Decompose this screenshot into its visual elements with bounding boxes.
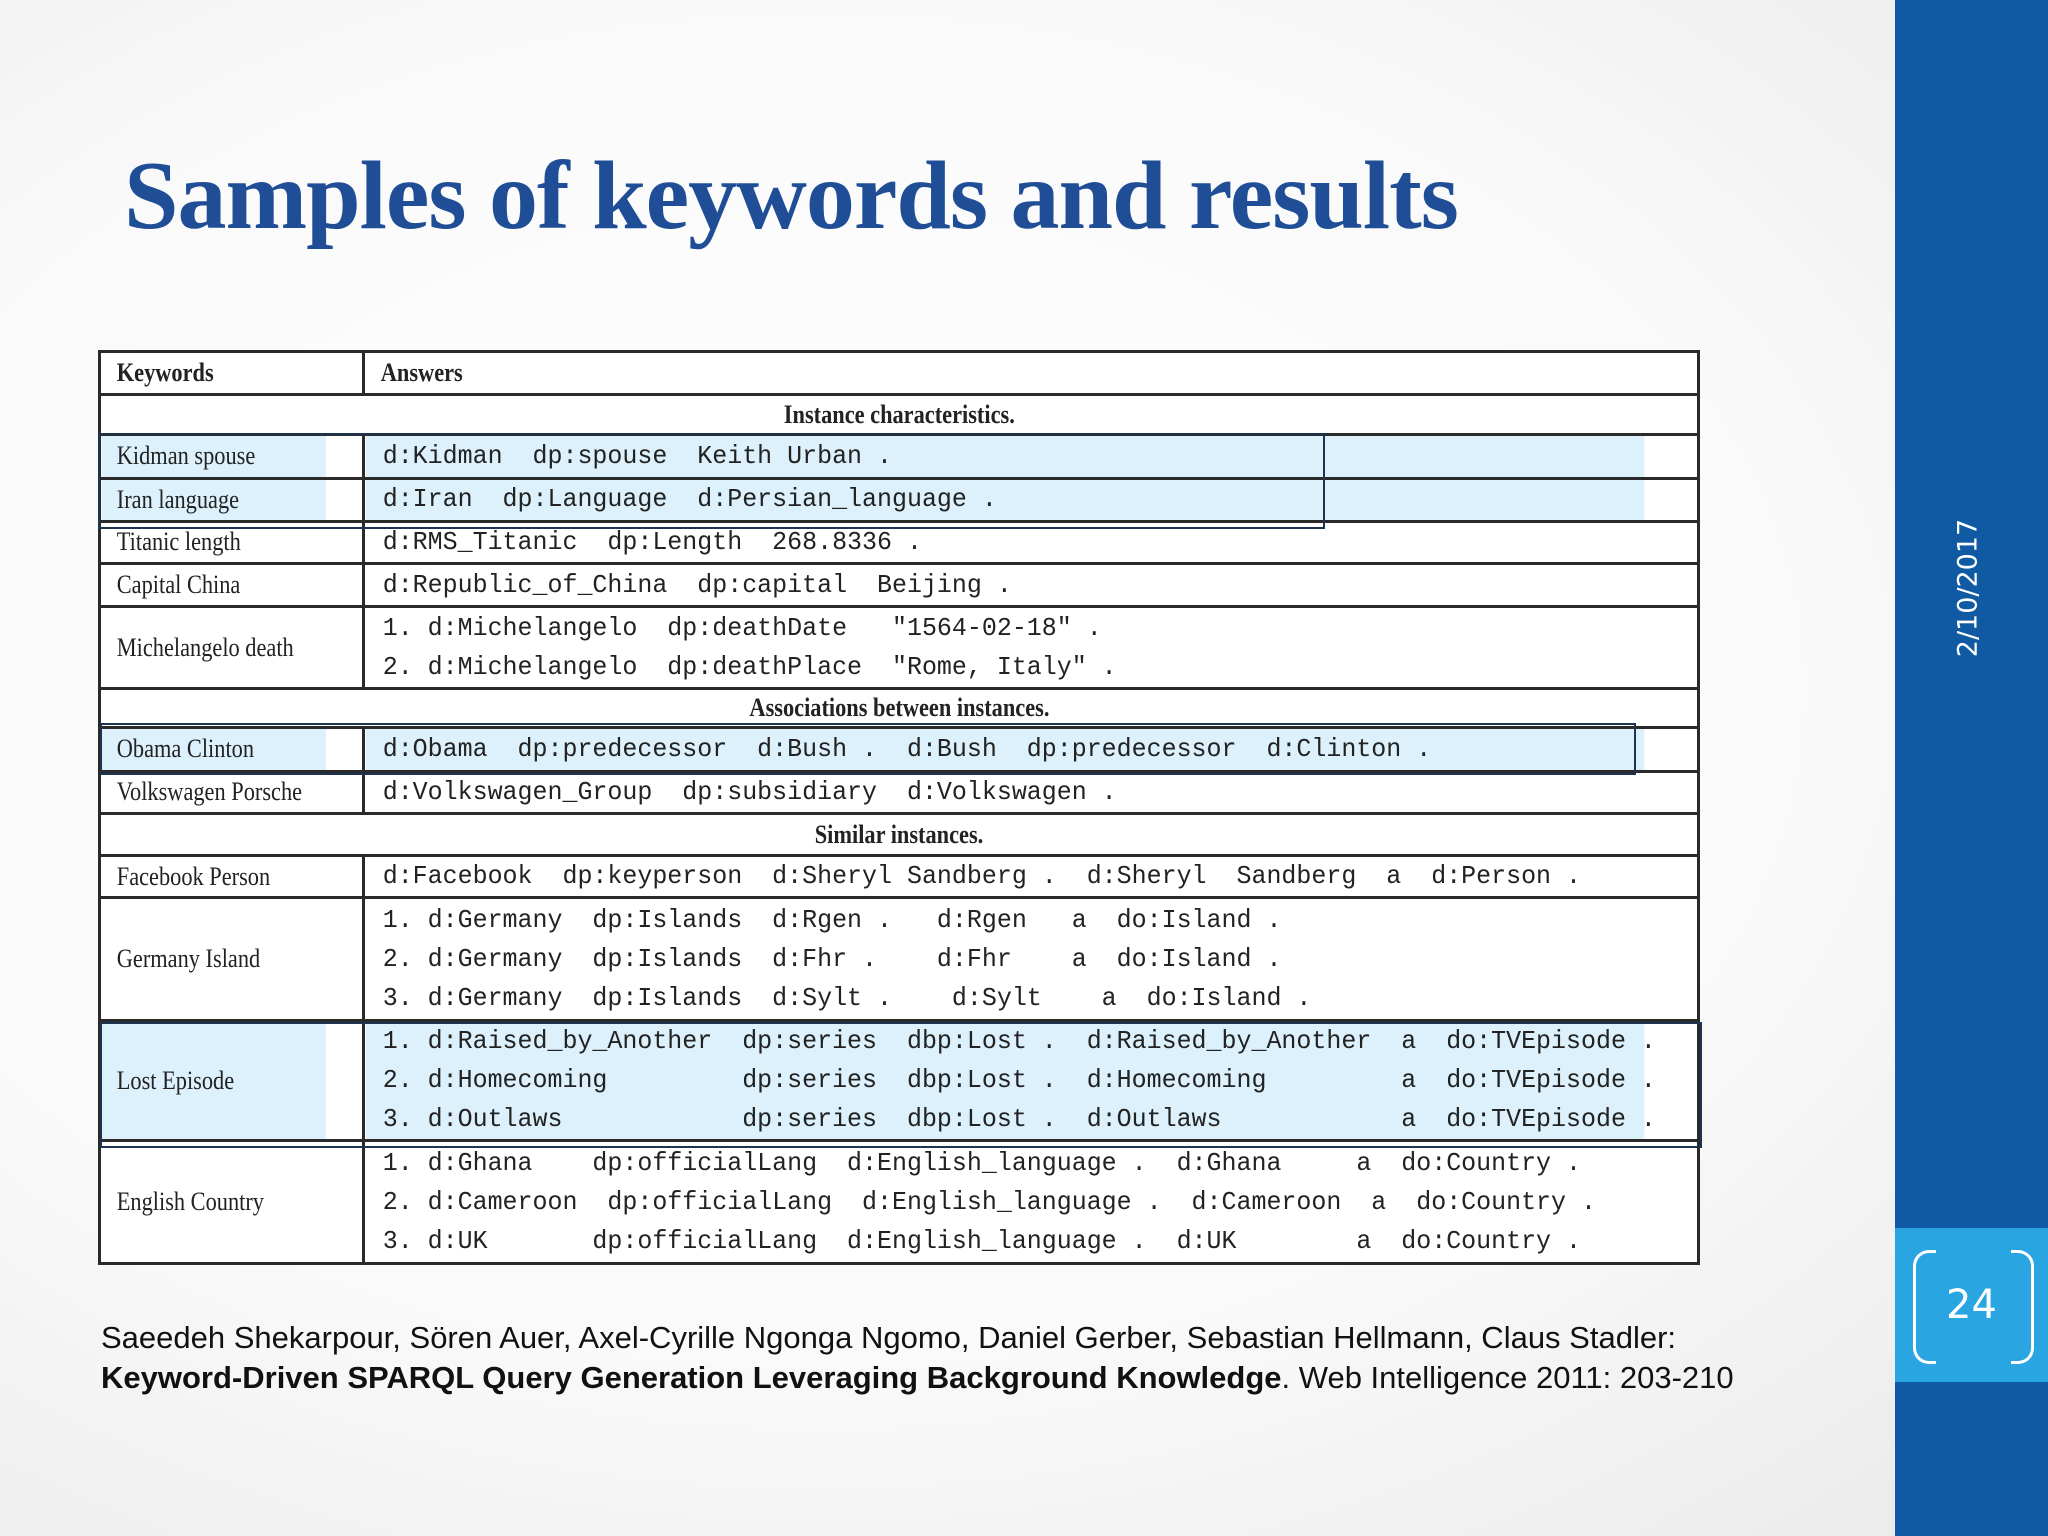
keyword-cell: Iran language (100, 478, 327, 521)
table-row (100, 435, 1699, 478)
answer-cell: d:Volkswagen_Group dp:subsidiary d:Volkswagen . (364, 771, 1646, 813)
header-keywords: Keywords (100, 352, 327, 395)
answer-cell: d:Republic_of_China dp:capital Beijing . (364, 563, 1646, 606)
keywords-results-table (98, 350, 1700, 1265)
section-row (100, 813, 1699, 855)
header-answers: Answers (364, 352, 1512, 395)
answer-cell: 1. d:Ghana dp:officialLang d:English_language . d:Ghana a do:Country . 2. d:Cameroon dp:officialLang d:English_language . d:Cameroon a do:Country . 3. d:UK dp:officialLang d:English_language . d:UK a do:Country . (364, 1141, 1646, 1264)
keyword-cell: Kidman spouse (100, 435, 327, 478)
table-row (100, 727, 1699, 771)
table-row (100, 771, 1699, 813)
answer-cell: d:RMS_Titanic dp:Length 268.8336 . (364, 521, 1646, 563)
table-row (100, 856, 1699, 898)
table-row (100, 563, 1699, 606)
page-number-box (1895, 1228, 2048, 1382)
results-table-image (98, 350, 1700, 1265)
answer-cell: d:Facebook dp:keyperson d:Sheryl Sandberg . d:Sheryl Sandberg a d:Person . (364, 856, 1646, 898)
table-row (100, 1020, 1699, 1141)
keyword-cell: Germany Island (100, 898, 327, 1021)
answer-cell: d:Obama dp:predecessor d:Bush . d:Bush dp:predecessor d:Clinton . (364, 727, 1646, 771)
page-number: 24 (1946, 1282, 1997, 1328)
table-row (100, 521, 1699, 563)
citation-venue: . Web Intelligence 2011: 203-210 (1281, 1360, 1734, 1395)
keyword-cell: Capital China (100, 563, 327, 606)
answer-cell: d:Iran dp:Language d:Persian_language . (364, 478, 1646, 521)
answer-cell: d:Kidman dp:spouse Keith Urban . (364, 435, 1646, 478)
keyword-cell: Facebook Person (100, 856, 327, 898)
keyword-cell: Obama Clinton (100, 727, 327, 771)
table-row (100, 607, 1699, 689)
section-label: Associations between instances. (748, 693, 1050, 723)
slide-date: 2/10/2017 (1952, 518, 1984, 658)
keyword-cell: Michelangelo death (100, 607, 327, 689)
keyword-cell: Lost Episode (100, 1020, 327, 1141)
section-label: Instance characteristics. (783, 399, 1015, 429)
table-row (100, 1141, 1699, 1264)
section-row (100, 395, 1699, 435)
section-row (100, 689, 1699, 727)
citation (101, 1318, 1741, 1398)
answer-cell: 1. d:Raised_by_Another dp:series dbp:Lost . d:Raised_by_Another a do:TVEpisode . 2. d:Homecoming dp:series dbp:Lost . d:Homecoming a do:TVEpisode . 3. d:Outlaws dp:series dbp:Lost . d:Outlaws a do:TVEpisode . (364, 1020, 1646, 1141)
citation-authors: Saeedeh Shekarpour, Sören Auer, Axel-Cyrille Ngonga Ngomo, Daniel Gerber, Sebastian Hellmann, Claus Stadler: (101, 1320, 1677, 1355)
citation-paper-title: Keyword-Driven SPARQL Query Generation Leveraging Background Knowledge (101, 1360, 1282, 1395)
keyword-cell: Titanic length (100, 521, 327, 563)
answer-cell: 1. d:Germany dp:Islands d:Rgen . d:Rgen a do:Island . 2. d:Germany dp:Islands d:Fhr . d:Fhr a do:Island . 3. d:Germany dp:Islands d:Sylt . d:Sylt a do:Island . (364, 898, 1646, 1021)
slide-title: Samples of keywords and results (124, 142, 1458, 250)
answer-cell: 1. d:Michelangelo dp:deathDate "1564-02-18" . 2. d:Michelangelo dp:deathPlace "Rome, Italy" . (364, 607, 1646, 689)
table-row (100, 898, 1699, 1021)
keyword-cell: Volkswagen Porsche (100, 771, 327, 813)
keyword-cell: English Country (100, 1141, 327, 1264)
section-label: Similar instances. (814, 819, 984, 849)
table-header-row (100, 352, 1699, 395)
table-row (100, 478, 1699, 521)
